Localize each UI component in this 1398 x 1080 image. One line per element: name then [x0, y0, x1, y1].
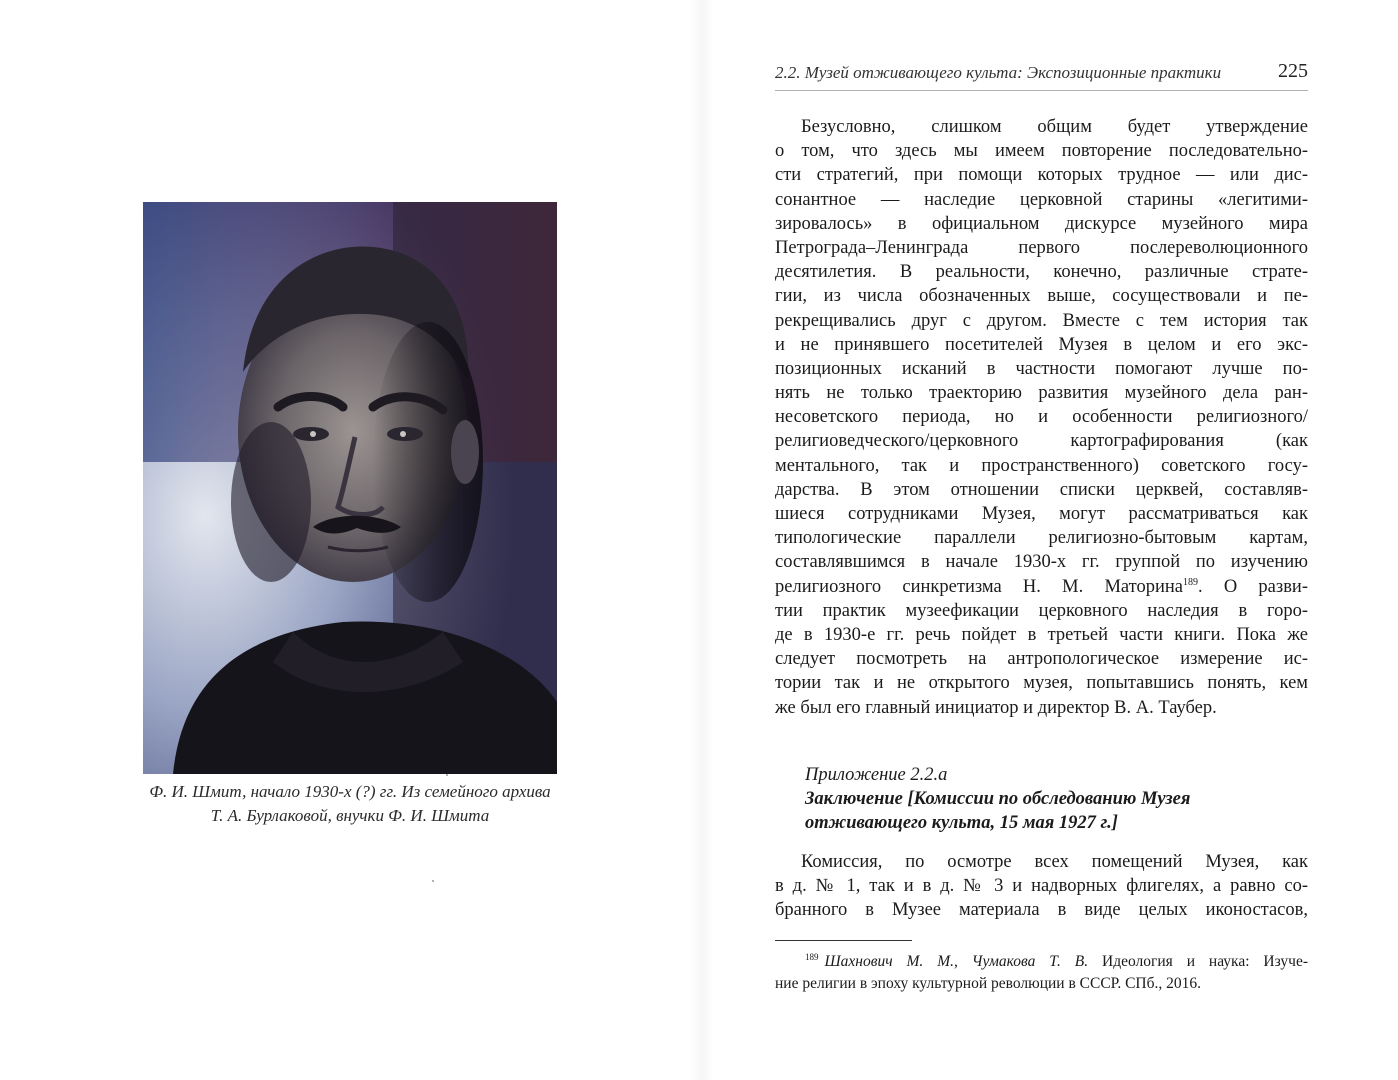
text-line: же был его главный инициатор и директор В. А. Таубер. — [775, 697, 1217, 718]
text-line: тии практик музеефикации церковного наследия в горо- — [775, 600, 1308, 621]
appendix-title-line: отживающего культа, 15 мая 1927 г.] — [805, 813, 1118, 833]
text-line: составлявшимся в начале 1930-х гг. группой по изучению — [775, 552, 1308, 573]
main-paragraph — [775, 115, 1308, 720]
footnote-rule — [775, 940, 912, 941]
text-line: нять не только траекторию развития музейного дела ран- — [775, 383, 1308, 404]
running-head-title: 2.2. Музей отживающего культа: Экспозиционные практики — [775, 63, 1222, 82]
text-line: религиоведческого/церковного картографирования (как — [775, 431, 1308, 452]
caption-line: Ф. И. Шмит, начало 1930-х (?) гг. Из семейного архива — [149, 782, 551, 801]
text-line: дарства. В этом отношении списки церквей, составляв- — [775, 479, 1308, 500]
caption-line: Т. А. Бурлаковой, внучки Ф. И. Шмита — [210, 806, 490, 825]
text-line: бранного в Музее материала в виде целых иконостасов, — [775, 900, 1308, 921]
appendix-title-line: Заключение [Комиссии по обследованию Музея — [805, 789, 1191, 809]
appendix-paragraph — [775, 850, 1308, 923]
page-number: 225 — [1278, 60, 1308, 82]
print-speck — [446, 774, 448, 776]
footnote-text: Идеология и наука: Изуче- — [1088, 953, 1309, 970]
text-line: рекрещивались друг с другом. Вместе с тем история так — [775, 310, 1308, 331]
footnote-number: 189 — [805, 952, 819, 962]
text-line: в д. № 1, так и в д. № 3 и надворных флигелях, а равно со- — [775, 876, 1308, 897]
text-line: шиеся сотрудниками Музея, могут рассматриваться как — [775, 504, 1308, 524]
portrait-photograph — [143, 202, 557, 774]
text-line: гии, из числа обозначенных выше, сосуществовали и пе- — [775, 286, 1308, 307]
appendix-heading — [805, 763, 1308, 835]
text-line: и не принявшего посетителей Музея в целом и его экс- — [775, 334, 1308, 355]
text-line-with-footnote — [775, 575, 1308, 599]
running-head — [775, 60, 1308, 91]
text-line: ментального, так и пространственного) советского госу- — [775, 455, 1308, 476]
text-line: Безусловно, слишком общим будет утверждение — [801, 117, 1308, 137]
photo-caption — [110, 780, 590, 828]
appendix-label: Приложение 2.2.а — [805, 765, 948, 785]
text-line: тории так и не открытого музея, попытавшись понять, кем — [775, 673, 1308, 694]
print-speck — [432, 880, 434, 882]
footnote-reference[interactable]: 189 — [1182, 576, 1198, 588]
text-fragment: религиозного синкретизма Н. М. Маторина — [775, 576, 1183, 597]
footnote-line: ние религии в эпоху культурной революции в СССР. СПб., 2016. — [775, 975, 1202, 992]
text-fragment: . О разви- — [1197, 576, 1308, 597]
text-line: десятилетия. В реальности, конечно, различные страте- — [775, 262, 1308, 283]
book-gutter — [690, 0, 714, 1080]
footnote — [775, 951, 1308, 995]
text-line: сти стратегий, при помощи которых трудное — или дис- — [775, 165, 1308, 186]
footnote-authors: Шахнович М. М., Чумакова Т. В. — [824, 953, 1089, 970]
footnote-line — [775, 951, 1308, 973]
text-line: Петрограда–Ленинграда первого послереволюционного — [775, 237, 1308, 258]
text-line: сонантное — наследие церковной старины «легитими- — [775, 189, 1308, 210]
text-line: де в 1930-е гг. речь пойдет в третьей части книги. Пока же — [775, 624, 1308, 645]
text-line: следует посмотреть на антропологическое измерение ис- — [775, 649, 1308, 670]
text-line: зировалось» в официальном дискурсе музейного мира — [775, 213, 1308, 234]
text-line: позиционных исканий в частности помогают лучше по- — [775, 358, 1308, 379]
text-line: о том, что здесь мы имеем повторение последовательно- — [775, 141, 1308, 162]
text-line: Комиссия, по осмотре всех помещений Музея, как — [801, 852, 1308, 872]
text-line: несоветского периода, но и особенности религиозного/ — [775, 407, 1308, 428]
text-line: типологические параллели религиозно-бытовым картам, — [775, 528, 1308, 549]
